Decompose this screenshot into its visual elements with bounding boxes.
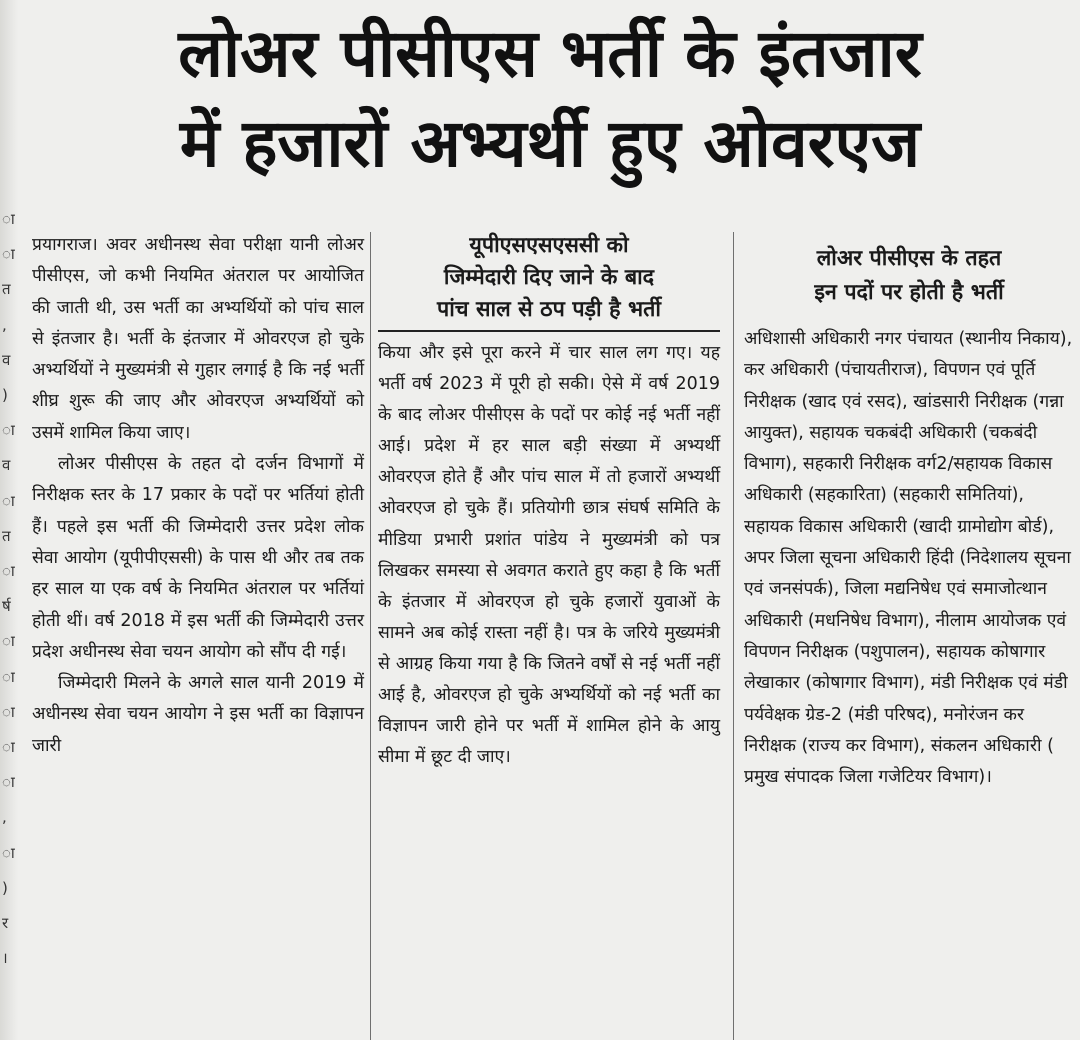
column-divider-2 <box>733 232 734 1040</box>
cut-off-glyph: ा <box>2 245 15 264</box>
subheading-column-2 <box>378 230 720 326</box>
article-column-1 <box>32 230 364 1040</box>
cut-off-glyph: , <box>2 808 7 827</box>
article-column-2 <box>378 230 720 1040</box>
cut-off-glyph: ा <box>2 738 15 756</box>
cut-off-glyph: ा <box>2 562 15 580</box>
subheading-column-3 <box>744 242 1074 310</box>
column-divider-1 <box>370 232 371 1040</box>
cut-off-glyph: , <box>2 315 7 334</box>
paragraph-2: लोअर पीसीएस के तहत दो दर्जन विभागों में निरीक्षक स्तर के 17 प्रकार के पदों पर भर्तियां होती हैं। पहले इस भर्ती की जिम्मेदारी उत्तर प्रदेश लोक सेवा आयोग (यूपीपीएससी) के पास थी और तब तक हर साल या एक वर्ष के नियमित अंतराल पर भर्तियां होती थीं। वर्ष 2018 में इस भर्ती की जिम्मेदारी उत्तर प्रदेश अधीनस्थ सेवा चयन आयोग को सौंप दी गई। <box>32 454 364 662</box>
cut-off-glyph: र्ष <box>2 597 11 616</box>
cut-off-glyph: ा <box>2 702 15 721</box>
cut-off-glyph: र <box>2 914 9 932</box>
subheading-line: जिम्मेदारी दिए जाने के बाद <box>443 265 655 290</box>
article-column-3 <box>744 230 1074 1040</box>
subheading-line: पांच साल से ठप पड़ी है भर्ती <box>437 297 661 322</box>
cut-off-glyph: ा <box>2 210 15 228</box>
cut-off-glyph: त <box>2 526 11 545</box>
cut-off-glyph: ा <box>2 773 15 792</box>
adjacent-column-edge <box>0 0 18 1040</box>
cut-off-glyph: ा <box>2 491 15 510</box>
subheading-line: यूपीएसएसएससी को <box>469 233 629 258</box>
headline-line-1: लोअर पीसीएस भर्ती के इंतजार <box>178 15 922 92</box>
cut-off-glyph: ) <box>2 386 8 404</box>
cut-off-glyph: ा <box>2 843 15 862</box>
posts-list-text: अधिशासी अधिकारी नगर पंचायत (स्थानीय निकाय), कर अधिकारी (पंचायतीराज), विपणन एवं पूर्ति निरीक्षक (खाद एवं रसद), खांडसारी निरीक्षक (गन्ना आयुक्त), सहायक चकबंदी अधिकारी (चकबंदी विभाग), सहकारी निरीक्षक वर्ग2/सहायक विकास अधिकारी (सहकारिता) (सहकारी समितियां), सहायक विकास अधिकारी (खादी ग्रामोद्योग बोर्ड), अपर जिला सूचना अधिकारी हिंदी (निदेशालय सूचना एवं जनसंपर्क), जिला मद्यनिषेध एवं समाजोत्थान अधिकारी (मधनिषेध विभाग), नीलाम आयोजक एवं विपणन निरीक्षक (पशुपालन), सहायक कोषागार लेखाकार (कोषागार विभाग), मंडी निरीक्षक एवं मंडी पर्यवेक्षक ग्रेड-2 (मंडी परिषद), मनोरंजन कर निरीक्षक (राज्य कर विभाग), संकलन अधिकारी ( प्रमुख संपादक जिला गजेटियर विभाग)। <box>744 329 1073 788</box>
paragraph-3: जिम्मेदारी मिलने के अगले साल यानी 2019 में अधीनस्थ सेवा चयन आयोग ने इस भर्ती का विज्ञापन जारी <box>32 673 364 756</box>
paragraph-1: प्रयागराज। अवर अधीनस्थ सेवा परीक्षा यानी लोअर पीसीएस, जो कभी नियमित अंतराल पर आयोजित की जाती थी, उस भर्ती का अभ्यर्थियों को पांच साल से इंतजार है। भर्ती के इंतजार में ओवरएज हो चुके अभ्यर्थियों ने मुख्यमंत्री से गुहार लगाई है कि नई भर्ती शीघ्र शुरू की जाए और ओवरएज अभ्यर्थियों को उसमें शामिल किया जाए। <box>32 235 364 443</box>
subheading-line: इन पदों पर होती है भर्ती <box>814 280 1004 305</box>
subheading-underline <box>378 330 720 332</box>
cut-off-glyph: ा <box>2 667 15 686</box>
headline-line-2: में हजारों अभ्यर्थी हुए ओवरएज <box>179 105 921 182</box>
cut-off-glyph: त <box>2 280 11 299</box>
column-2-body: किया और इसे पूरा करने में चार साल लग गए। यह भर्ती वर्ष 2023 में पूरी हो सकी। ऐसे में वर्ष 2019 के बाद लोअर पीसीएस के पदों पर कोई नई भर्ती नहीं आई। प्रदेश में हर साल बड़ी संख्या में अभ्यर्थी ओवरएज होते हैं और पांच साल में तो हजारों अभ्यर्थी ओवरएज हो चुके हैं। प्रतियोगी छात्र संघर्ष समिति के मीडिया प्रभारी प्रशांत पांडेय ने मुख्यमंत्री को पत्र लिखकर समस्या से अवगत कराते हुए कहा है कि भर्ती के इंतजार में ओवरएज हो चुके हजारों युवाओं के सामने अब कोई रास्ता नहीं है। पत्र के जरिये मुख्यमंत्री से आग्रह किया गया है कि जितने वर्षों से नई भर्ती नहीं आई है, ओवरएज हो चुके अभ्यर्थियों को नई भर्ती का विज्ञापन जारी होने पर भर्ती में शामिल होने के आयु सीमा में छूट दी जाए। <box>378 343 720 768</box>
cut-off-glyph: ा <box>2 632 15 651</box>
subheading-line: लोअर पीसीएस के तहत <box>816 246 1002 271</box>
cut-off-glyph: व <box>2 456 11 475</box>
cut-off-glyph: । <box>2 949 8 968</box>
cut-off-glyph: ) <box>2 878 8 897</box>
cut-off-glyph: व <box>2 350 11 369</box>
cut-off-glyph: ा <box>2 421 15 440</box>
